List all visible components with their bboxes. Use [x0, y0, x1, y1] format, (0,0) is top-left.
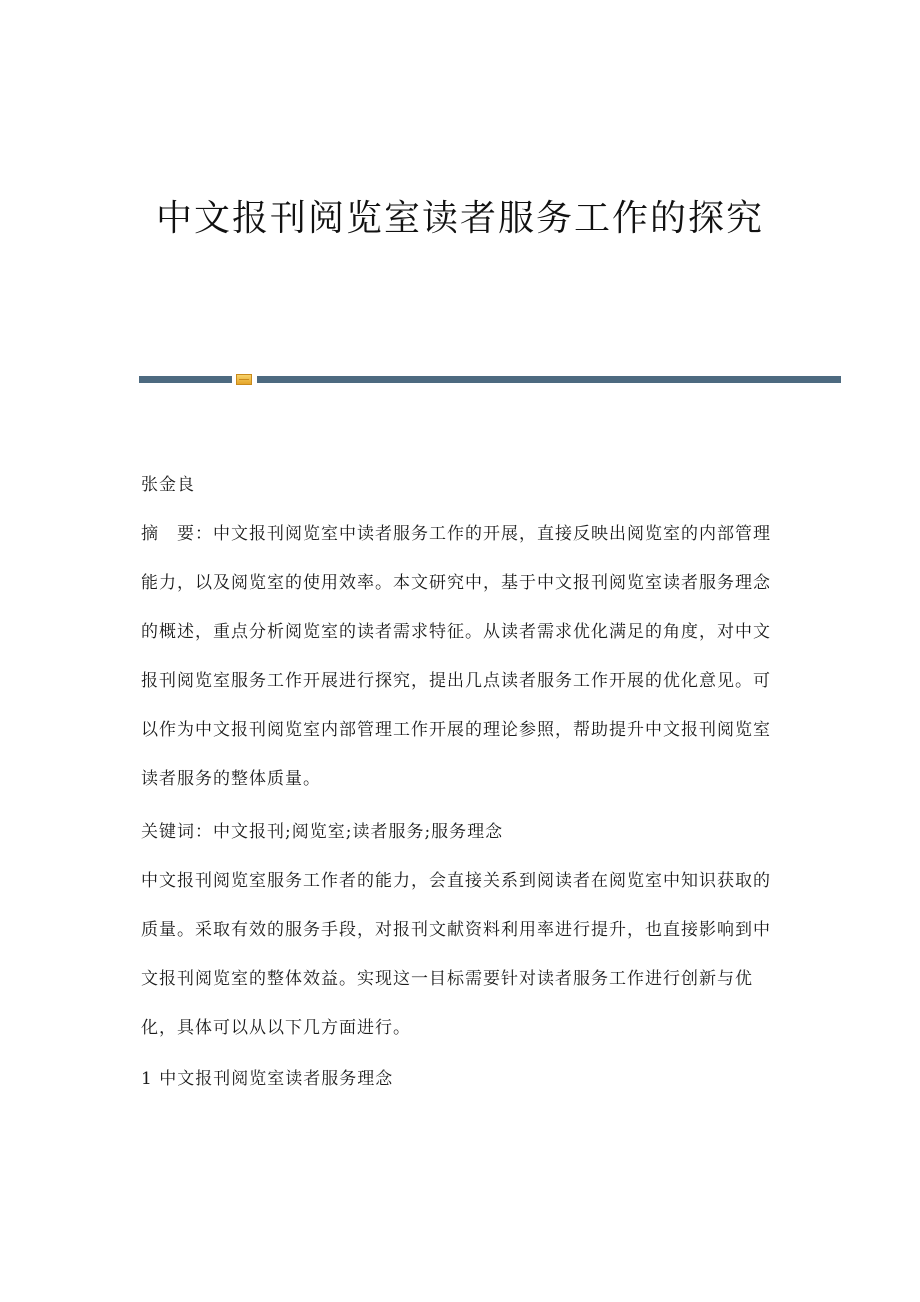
keywords-line: 关键词：中文报刊;阅览室;读者服务;服务理念 — [141, 822, 504, 842]
abstract-paragraph: 摘 要：中文报刊阅览室中读者服务工作的开展，直接反映出阅览室的内部管理能力，以及阅览室的使用效率。本文研究中，基于中文报刊阅览室读者服务理念的概述，重点分析阅览室的读者需求特征。从读者需求优化满足的角度，对中文报刊阅览室服务工作开展进行探究，提出几点读者服务工作开展的优化意见。可以作为中文报刊阅览室内部管理工作开展的理论参照，帮助提升中文报刊阅览室读者服务的整体质量。 — [141, 524, 771, 789]
divider-bar-left — [139, 376, 232, 383]
author-name: 张金良 — [141, 475, 195, 495]
title-divider — [139, 374, 841, 384]
divider-ornament-icon — [236, 374, 252, 385]
section-heading: 1 中文报刊阅览室读者服务理念 — [141, 1069, 394, 1089]
divider-bar-right — [257, 376, 841, 383]
body-paragraph: 中文报刊阅览室服务工作者的能力，会直接关系到阅读者在阅览室中知识获取的质量。采取有效的服务手段，对报刊文献资料利用率进行提升，也直接影响到中文报刊阅览室的整体效益。实现这一目标需要针对读者服务工作进行创新与优化，具体可以从以下几方面进行。 — [141, 871, 771, 1038]
document-title: 中文报刊阅览室读者服务工作的探究 — [155, 198, 764, 239]
